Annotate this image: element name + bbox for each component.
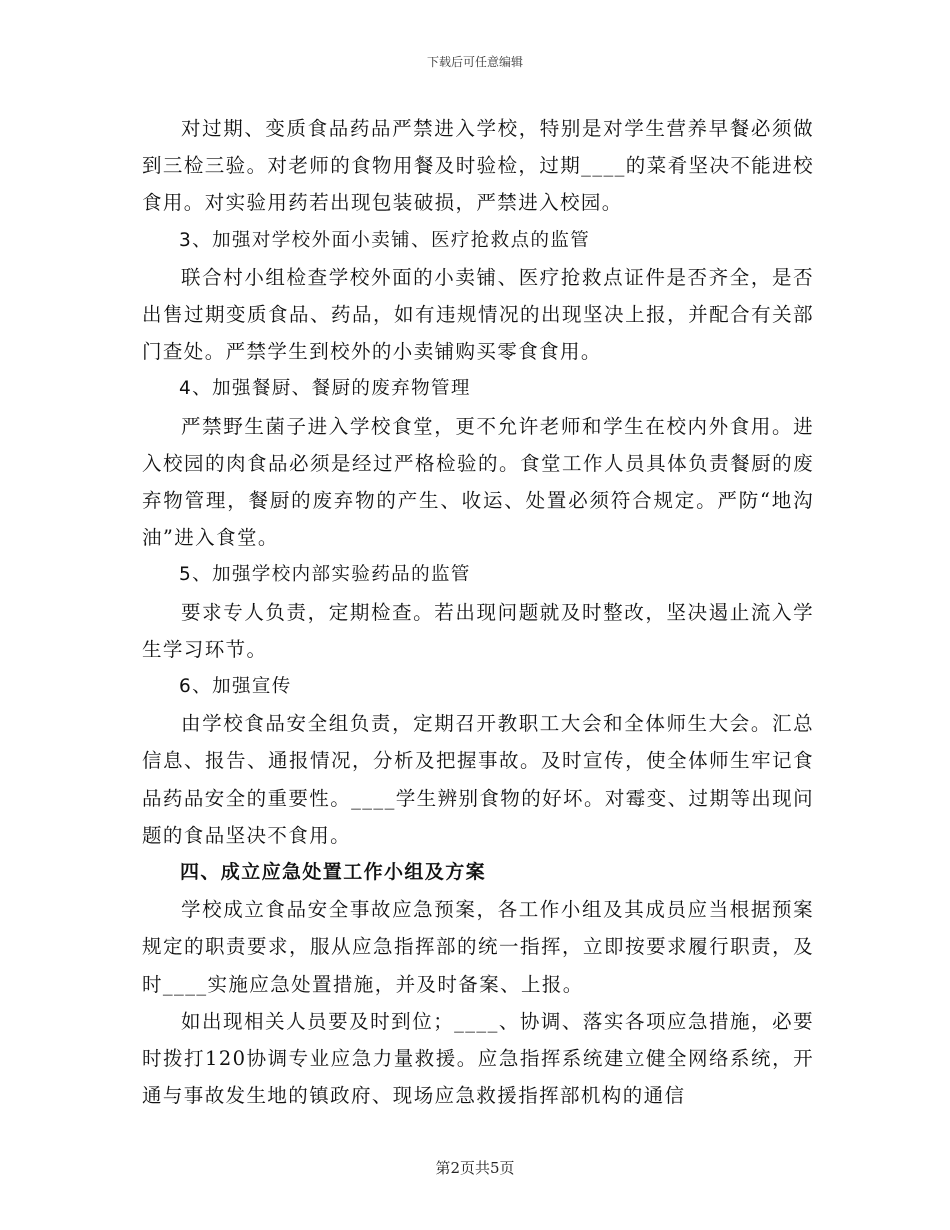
document-body: [142, 110, 814, 1114]
paragraph-publicity: 由学校食品安全组负责，定期召开教职工大会和全体师生大会。汇总信息、报告、通报情况，分析及把握事故。及时宣传，使全体师生牢记食品药品安全的重要性。____学生辨别食物的好坏。对霉变、过期等出现问题的食品坚决不食用。: [142, 712, 814, 847]
page-number: 第2页共5页: [435, 1159, 515, 1177]
page-header: 下载后可任意编辑: [426, 55, 523, 69]
paragraph-expired-food: 对过期、变质食品药品严禁进入学校，特别是对学生营养早餐必须做到三检三验。对老师的食物用餐及时验检，过期____的菜肴坚决不能进校食用。对实验用药若出现包装破损，严禁进入校园。: [142, 117, 814, 215]
paragraph-shop-supervision: 联合村小组检查学校外面的小卖铺、医疗抢救点证件是否齐全，是否出售过期变质食品、药品，如有违规情况的出现坚决上报，并配合有关部门查处。严禁学生到校外的小卖铺购买零食食用。: [142, 265, 814, 364]
paragraph-kitchen-waste: 严禁野生菌子进入学校食堂，更不允许老师和学生在校内外食用。进入校园的肉食品必须是经过严格检验的。食堂工作人员具体负责餐厨的废弃物管理，餐厨的废弃物的产生、收运、处置必须符合规定。严防“地沟油”进入食堂。: [142, 414, 814, 550]
chapter-heading-4: 四、成立应急处置工作小组及方案: [180, 861, 487, 884]
paragraph-emergency-plan: 学校成立食品安全事故应急预案，各工作小组及其成员应当根据预案规定的职责要求，服从应急指挥部的统一指挥，立即按要求履行职责，及时____实施应急处置措施，并及时备案、上报。: [142, 898, 814, 996]
paragraph-lab-drugs: 要求专人负责，定期检查。若出现问题就及时整改，坚决遏止流入学生学习环节。: [142, 600, 814, 661]
section-heading-5: 5、加强学校内部实验药品的监管: [179, 564, 471, 586]
section-heading-3: 3、加强对学校外面小卖铺、医疗抢救点的监管: [179, 229, 591, 251]
section-heading-4: 4、加强餐厨、餐厨的废弃物管理: [179, 378, 471, 400]
section-heading-6: 6、加强宣传: [179, 676, 292, 698]
paragraph-emergency-response: 如出现相关人员要及时到位；____、协调、落实各项应急措施，必要时拨打120协调专业应急力量救援。应急指挥系统建立健全网络系统，开通与事故发生地的镇政府、现场应急救援指挥部机构的通信: [142, 1009, 814, 1108]
